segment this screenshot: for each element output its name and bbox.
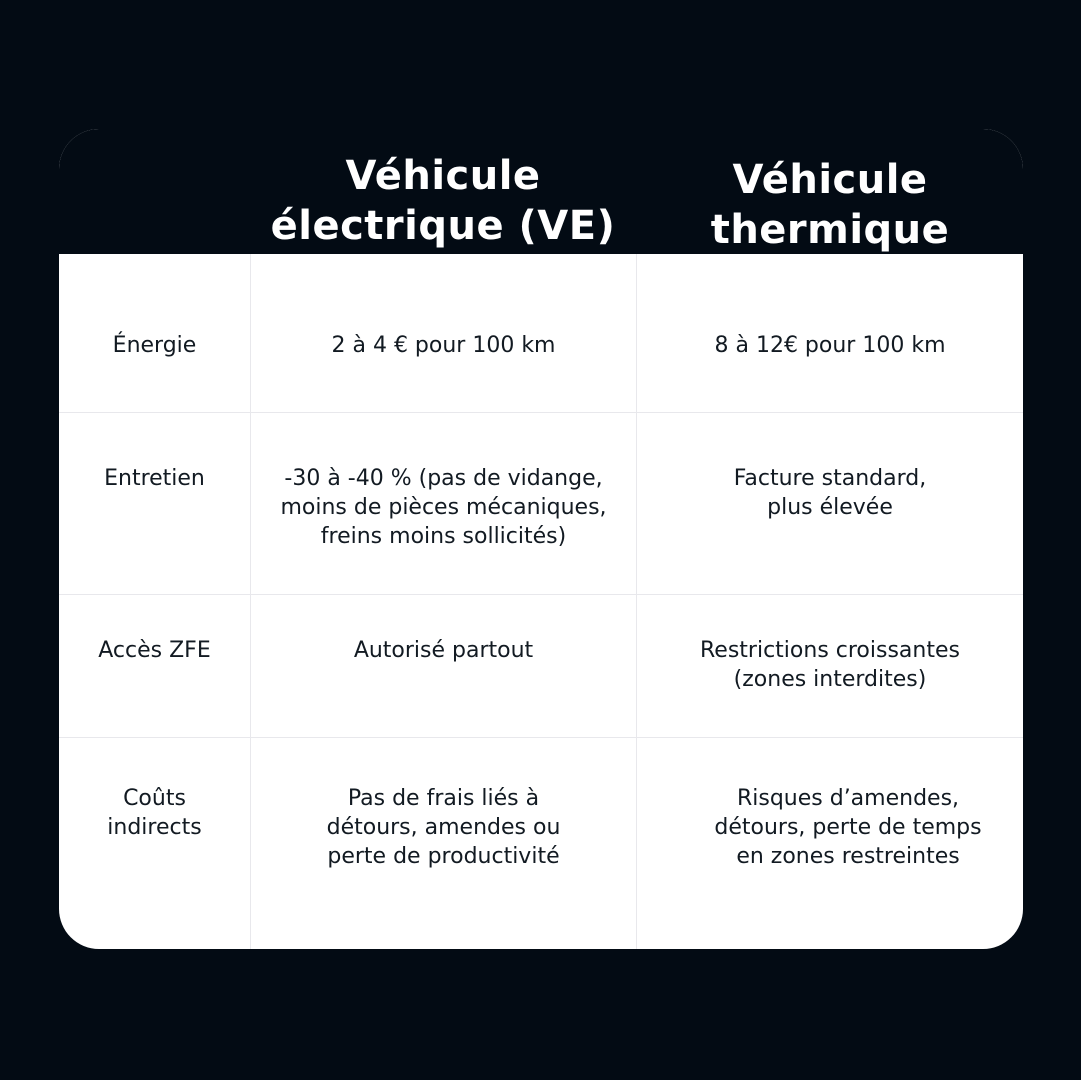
header-thermal-vehicle: Véhicule thermique xyxy=(710,157,950,253)
row-divider xyxy=(59,737,1023,738)
row-label-energy: Énergie xyxy=(112,333,197,358)
row-label-zfe-access: Accès ZFE xyxy=(98,638,211,663)
cell-maintenance-electric: -30 à -40 % (pas de vidange, moins de pièces mécaniques, freins moins sollicités) xyxy=(280,466,607,549)
row-label-indirect-costs: Coûts indirects xyxy=(107,786,202,840)
table-header xyxy=(59,129,1023,254)
cell-energy-thermal: 8 à 12€ pour 100 km xyxy=(714,333,946,358)
row-divider xyxy=(59,412,1023,413)
row-divider xyxy=(59,594,1023,595)
cell-indirect-thermal: Risques d’amendes, détours, perte de temps en zones restreintes xyxy=(714,786,982,869)
comparison-table xyxy=(59,129,1023,949)
cell-energy-electric: 2 à 4 € pour 100 km xyxy=(331,333,556,358)
row-label-maintenance: Entretien xyxy=(104,466,205,491)
cell-zfe-thermal: Restrictions croissantes (zones interdites) xyxy=(700,638,960,692)
cell-maintenance-thermal: Facture standard, plus élevée xyxy=(733,466,927,520)
header-electric-vehicle: Véhicule électrique (VE) xyxy=(270,153,616,249)
cell-zfe-electric: Autorisé partout xyxy=(353,638,534,663)
cell-indirect-electric: Pas de frais liés à détours, amendes ou perte de productivité xyxy=(326,786,561,869)
